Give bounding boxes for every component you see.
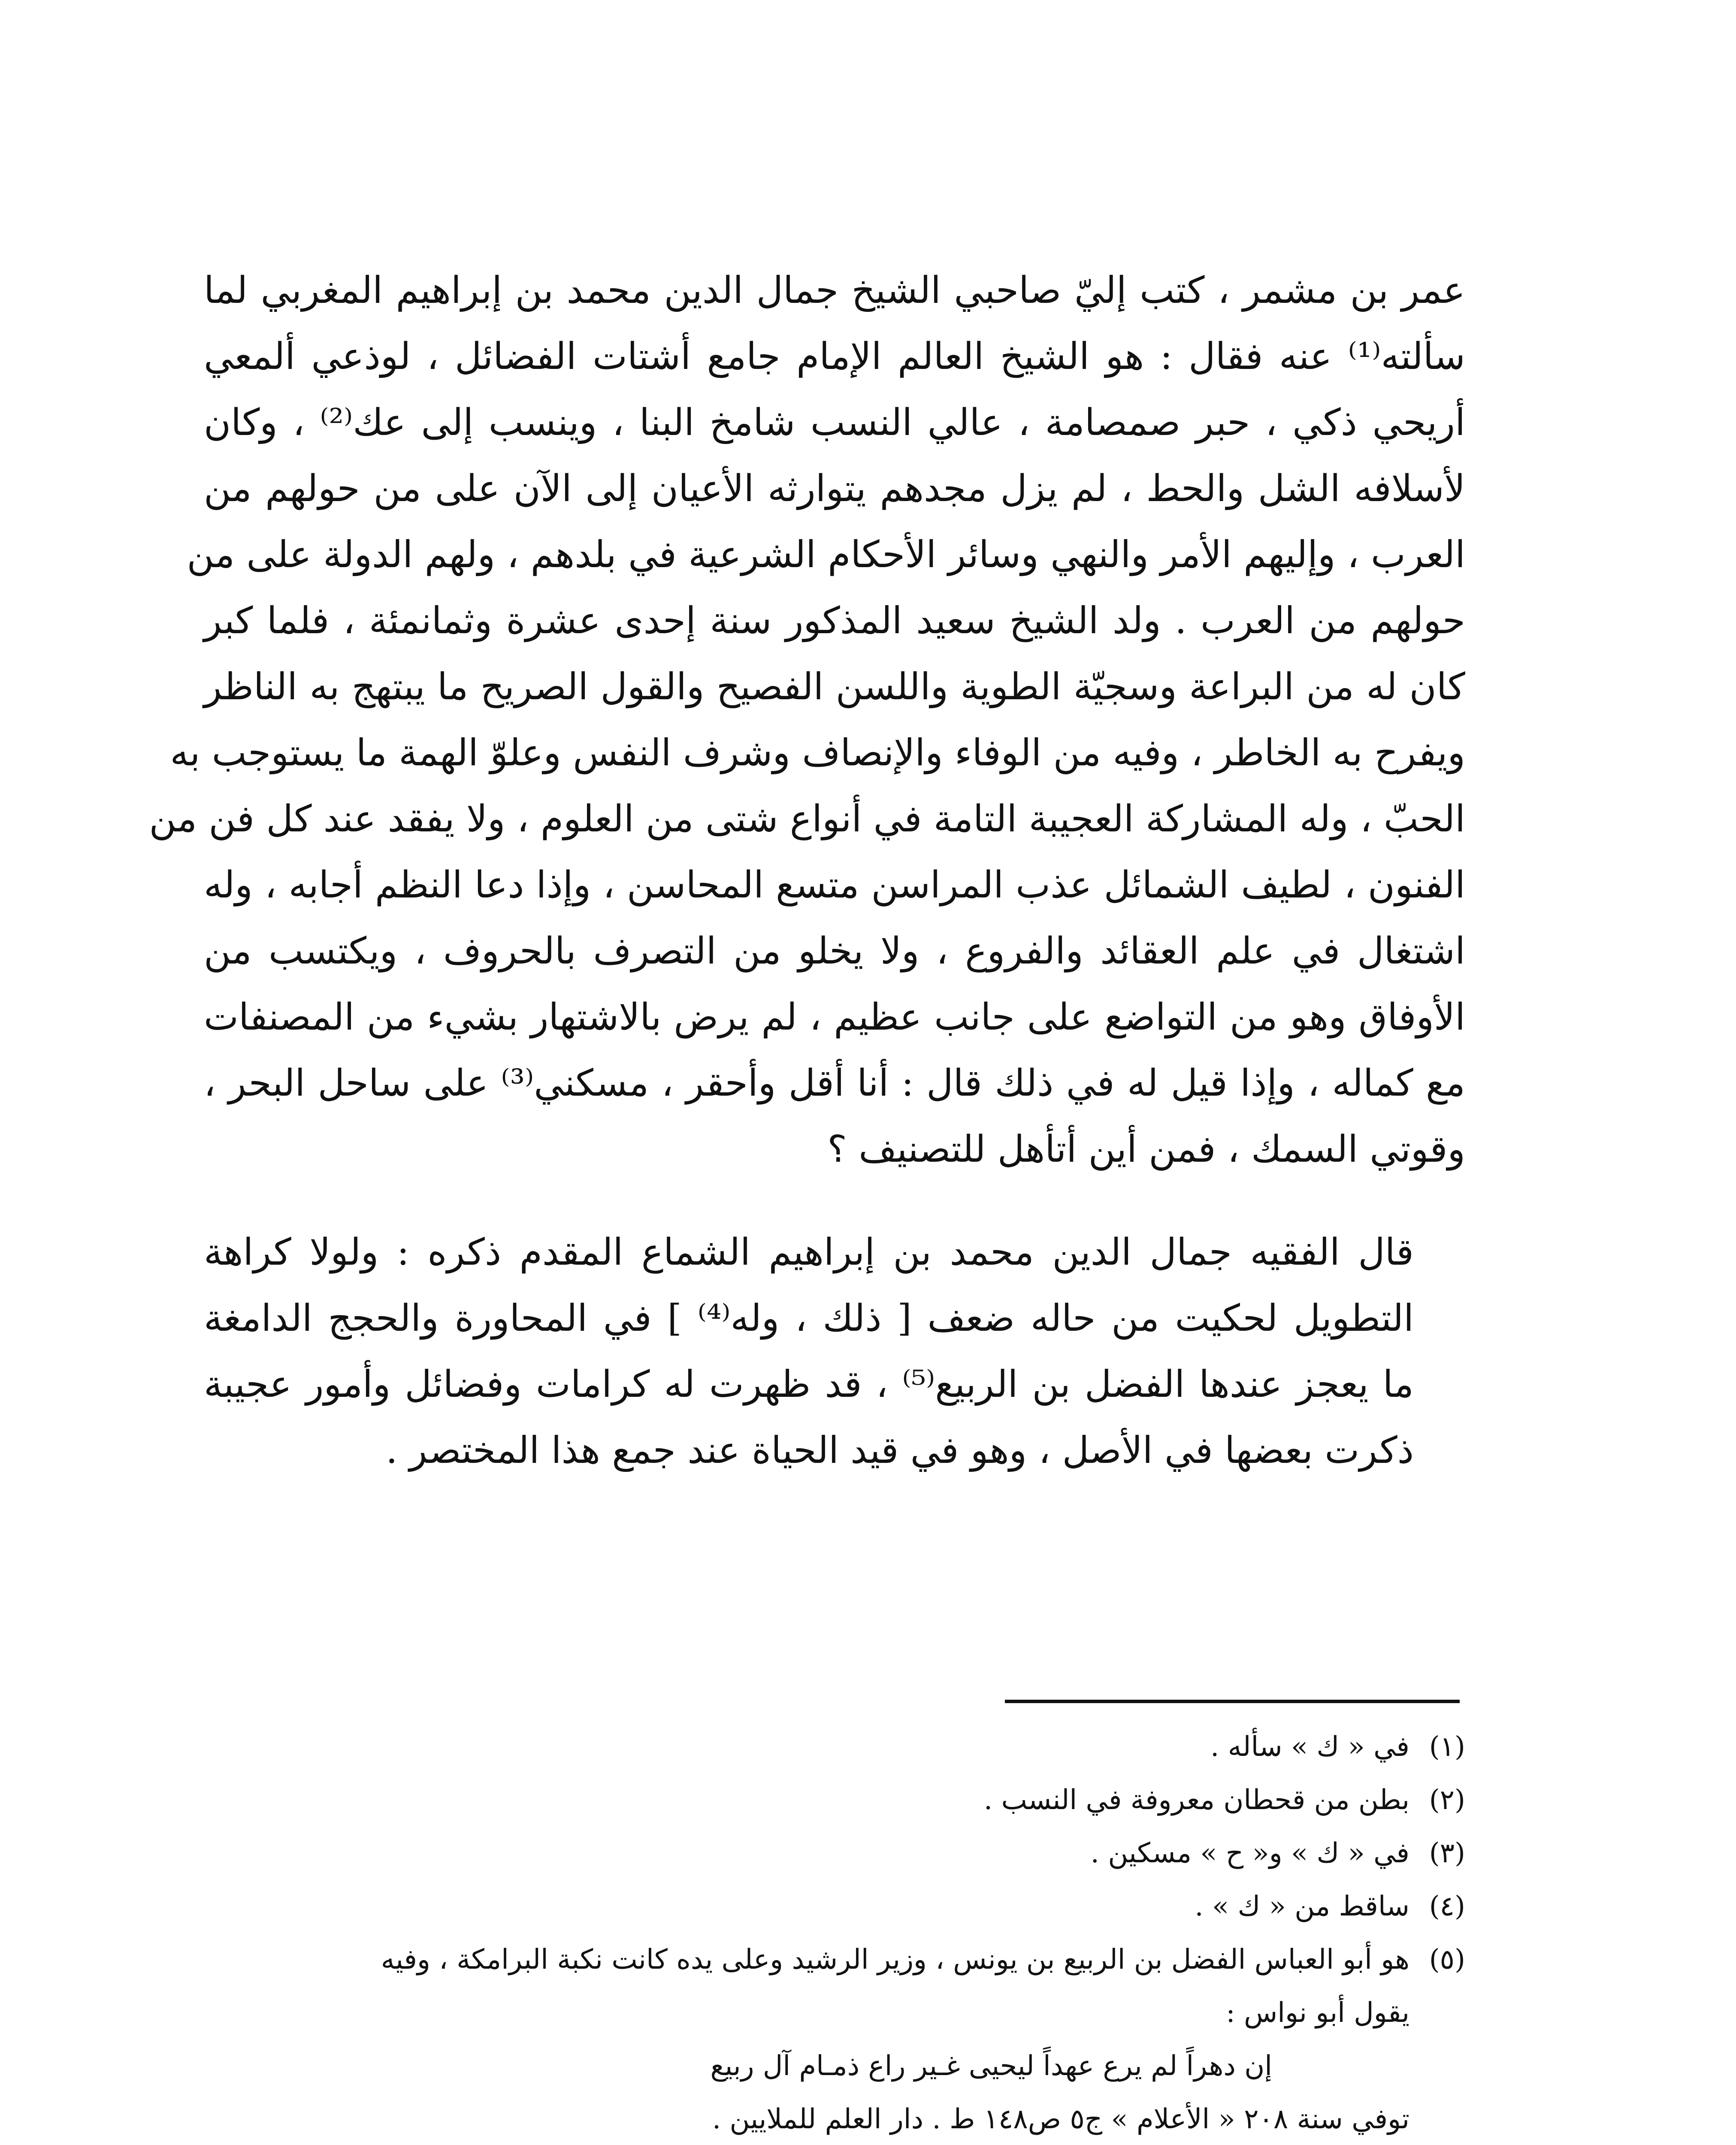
footnote-number: (٣) (1429, 1837, 1465, 1869)
footnote-separator (1005, 1700, 1460, 1703)
verse-second-hemistich: غـير راع ذمـام آل ربيع (710, 2050, 960, 2082)
text-line: لأسلافه الشل والحط ، لم يزل مجدهم يتوارثه الأعيان إلى الآن على من حولهم من (204, 467, 1465, 510)
text-line: ويفرح به الخاطر ، وفيه من الوفاء والإنصاف وشرف النفس وعلوّ الهمة ما يستوجب به (170, 731, 1465, 774)
poetry-verse (204, 2039, 1409, 2093)
text-line: الفنون ، لطيف الشمائل عذب المراسن متسع المحاسن ، وإذا دعا النظم أجابه ، وله (204, 864, 1465, 906)
text-line: قال الفقيه جمال الدين محمد بن إبراهيم الشماع المقدم ذكره : ولولا كراهة (204, 1231, 1414, 1274)
text-line: الأوفاق وهو من التواضع على جانب عظيم ، لم يرض بالاشتهار بشيء من المصنفات (204, 996, 1465, 1039)
text-line: العرب ، وإليهم الأمر والنهي وسائر الأحكام الشرعية في بلدهم ، ولهم الدولة على من (187, 533, 1465, 576)
footnote-text (204, 1933, 1409, 2145)
footnote (204, 1773, 1465, 1827)
footnote-line: هو أبو العباس الفضل بن الربيع بن يونس ، وزير الرشيد وعلى يده كانت نكبة البرامكة ، وفيه (381, 1944, 1409, 1976)
footnote-text: ساقط من « ك » . (1195, 1891, 1409, 1922)
text-line: اشتغال في علم العقائد والفروع ، ولا يخلو من التصرف بالحروف ، ويكتسب من (204, 930, 1465, 973)
footnote-number: (٤) (1429, 1891, 1465, 1922)
footnote (204, 1933, 1465, 2145)
text-line: عمر بن مشمر ، كتب إليّ صاحبي الشيخ جمال الدين محمد بن إبراهيم المغربي لما (204, 269, 1465, 312)
text-line: ما يعجز عندها الفضل بن الربيع⁽⁵⁾ ، قد ظهرت له كرامات وفضائل وأمور عجيبة (204, 1363, 1414, 1406)
text-line: الحبّ ، وله المشاركة العجيبة التامة في أنواع شتى من العلوم ، ولا يفقد عند كل فن من (149, 798, 1465, 840)
footnote-text: بطن من قحطان معروفة في النسب . (983, 1784, 1409, 1816)
text-line: ذكرت بعضها في الأصل ، وهو في قيد الحياة عند جمع هذا المختصر . (386, 1429, 1414, 1472)
footnote-text: في « ك » و« ح » مسكين . (1090, 1837, 1409, 1869)
text-line: أريحي ذكي ، حبر صمصامة ، عالي النسب شامخ البنا ، وينسب إلى عك⁽²⁾ ، وكان (204, 401, 1465, 444)
text-line: حولهم من العرب . ولد الشيخ سعيد المذكور سنة إحدى عشرة وثمانمئة ، فلما كبر (204, 599, 1465, 642)
footnotes (204, 1720, 1465, 2145)
footnote-line: يقول أبو نواس : (1226, 1997, 1409, 2029)
text-line: وقوتي السمك ، فمن أين أتأهل للتصنيف ؟ (827, 1128, 1465, 1171)
footnote-number: (٥) (1429, 1944, 1465, 1976)
paragraph-1 (149, 257, 1466, 1182)
text-line: كان له من البراعة وسجيّة الطوية واللسن الفصيح والقول الصريح ما يبتهج به الناظر (204, 665, 1465, 708)
footnote-number: (٢) (1429, 1784, 1465, 1816)
footnote (204, 1827, 1465, 1880)
paragraph-2 (204, 1219, 1465, 1483)
footnote-line: توفي سنة ٢٠٨ « الأعلام » ج٥ ص١٤٨ ط . دار العلم للملايين . (712, 2103, 1409, 2135)
main-text (149, 257, 1466, 1483)
footnote (204, 1880, 1465, 1933)
footnote-text: في « ك » سأله . (1210, 1731, 1409, 1763)
text-line: التطويل لحكيت من حاله ضعف [ ذلك ، وله⁽⁴⁾ ] في المحاورة والحجج الدامغة (204, 1297, 1414, 1340)
text-line: سألته⁽¹⁾ عنه فقال : هو الشيخ العالم الإمام جامع أشتات الفضائل ، لوذعي ألمعي (204, 335, 1465, 378)
text-line: مع كماله ، وإذا قيل له في ذلك قال : أنا أقل وأحقر ، مسكني⁽³⁾ على ساحل البحر ، (204, 1062, 1466, 1105)
footnote-number: (١) (1429, 1731, 1465, 1763)
verse-first-hemistich: إن دهراً لم يرع عهداً ليحيى (968, 2050, 1272, 2082)
footnote (204, 1720, 1465, 1773)
